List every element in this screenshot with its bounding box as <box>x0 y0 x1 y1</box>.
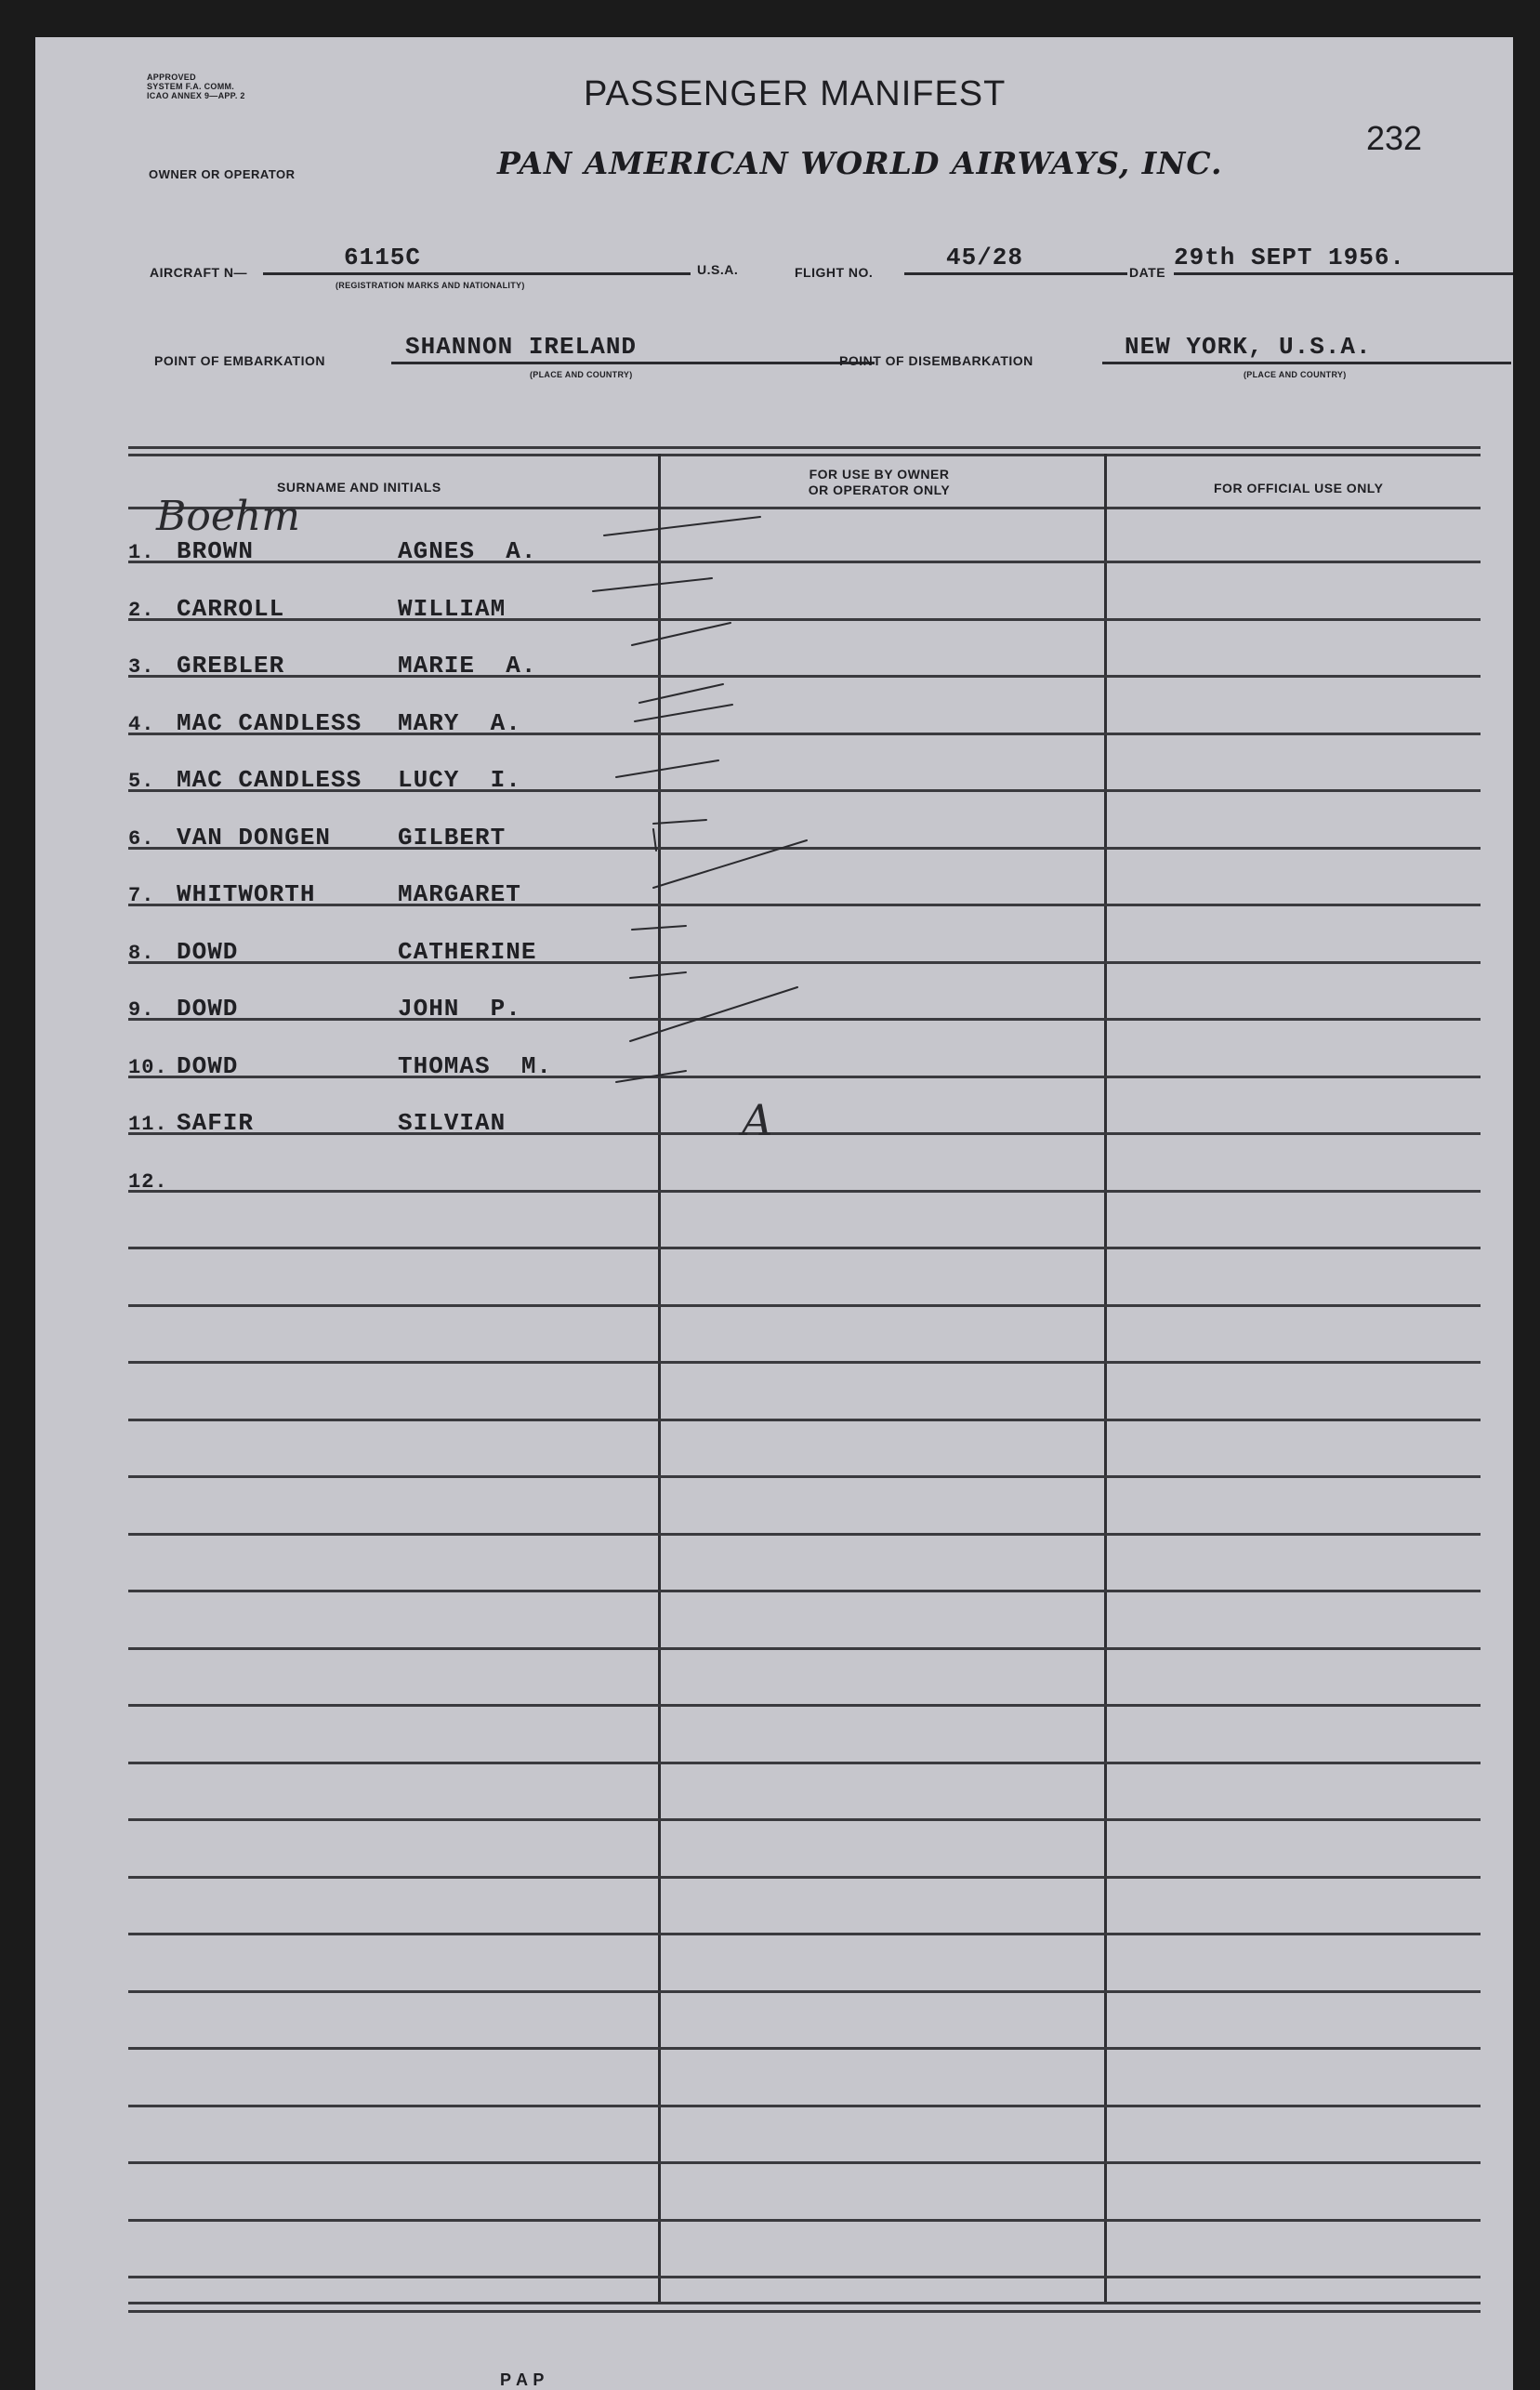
handwritten-mark: A <box>742 1095 773 1145</box>
footer-code: P A P <box>500 2370 545 2389</box>
row-number: 6. <box>128 827 155 851</box>
embarkation-label: POINT OF EMBARKATION <box>154 353 325 368</box>
column-owner-use-line-1: FOR USE BY OWNER <box>809 467 950 482</box>
page-title: PASSENGER MANIFEST <box>584 74 1007 113</box>
row-number: 10. <box>128 1056 168 1079</box>
row-number: 2. <box>128 599 155 622</box>
passenger-surname: DOWD <box>177 995 239 1023</box>
passenger-given-name: THOMAS M. <box>398 1052 553 1080</box>
company-name: PAN AMERICAN WORLD AIRWAYS, INC. <box>497 145 1223 181</box>
flight-label: FLIGHT NO. <box>795 265 874 280</box>
passenger-given-name: SILVIAN <box>398 1109 507 1137</box>
row-number: 3. <box>128 655 155 679</box>
disembarkation-label: POINT OF DISEMBARKATION <box>839 353 1033 368</box>
row-number: 8. <box>128 942 155 965</box>
passenger-surname: GREBLER <box>177 652 285 680</box>
column-official: FOR OFFICIAL USE ONLY <box>1214 481 1384 495</box>
row-number: 7. <box>128 884 155 907</box>
table-bottom-rule <box>128 2302 1481 2304</box>
date-value: 29th SEPT 1956. <box>1174 244 1406 271</box>
row-number: 12. <box>128 1170 168 1194</box>
flight-number: 45/28 <box>946 244 1024 271</box>
passenger-surname: CARROLL <box>177 595 285 623</box>
passenger-given-name: JOHN P. <box>398 995 521 1023</box>
passenger-given-name: CATHERINE <box>398 938 537 966</box>
embarkation-value: SHANNON IRELAND <box>405 333 638 361</box>
disembarkation-caption: (PLACE AND COUNTRY) <box>1244 370 1347 379</box>
passenger-surname: BROWN <box>177 537 255 565</box>
passenger-given-name: GILBERT <box>398 824 507 852</box>
passenger-surname: WHITWORTH <box>177 880 316 908</box>
passenger-surname: VAN DONGEN <box>177 824 332 852</box>
disembarkation-value: NEW YORK, U.S.A. <box>1125 333 1372 361</box>
column-surname: SURNAME AND INITIALS <box>277 480 441 495</box>
approval-line-3: ICAO ANNEX 9—APP. 2 <box>147 91 245 100</box>
approval-line-1: APPROVED <box>147 73 196 82</box>
registration-caption: (REGISTRATION MARKS AND NATIONALITY) <box>336 281 525 290</box>
row-number: 1. <box>128 541 155 564</box>
passenger-given-name: MARGARET <box>398 880 521 908</box>
page-number: 232 <box>1366 119 1423 157</box>
passenger-surname: DOWD <box>177 1052 239 1080</box>
owner-label: OWNER OR OPERATOR <box>149 167 296 181</box>
passenger-surname: DOWD <box>177 938 239 966</box>
handwritten-check-marks <box>35 37 1513 2390</box>
table-bottom-rule-2 <box>128 2310 1481 2313</box>
row-number: 9. <box>128 998 155 1022</box>
approval-line-2: SYSTEM F.A. COMM. <box>147 82 235 91</box>
row-number: 11. <box>128 1113 168 1136</box>
date-label: DATE <box>1129 265 1166 280</box>
passenger-given-name: MARY A. <box>398 709 521 737</box>
passenger-given-name: AGNES A. <box>398 537 537 565</box>
passenger-surname: MAC CANDLESS <box>177 766 362 794</box>
usa-label: U.S.A. <box>697 262 739 277</box>
aircraft-number: 6115C <box>344 244 422 271</box>
column-owner-use-line-2: OR OPERATOR ONLY <box>808 482 951 497</box>
passenger-given-name: WILLIAM <box>398 595 507 623</box>
manifest-sheet <box>35 37 1513 2390</box>
passenger-surname: SAFIR <box>177 1109 255 1137</box>
row-number: 4. <box>128 713 155 736</box>
aircraft-label: AIRCRAFT N— <box>150 265 248 280</box>
passenger-given-name: MARIE A. <box>398 652 537 680</box>
embarkation-caption: (PLACE AND COUNTRY) <box>530 370 633 379</box>
handwritten-correction: Boehm <box>156 493 300 540</box>
passenger-given-name: LUCY I. <box>398 766 521 794</box>
row-number: 5. <box>128 770 155 793</box>
passenger-surname: MAC CANDLESS <box>177 709 362 737</box>
